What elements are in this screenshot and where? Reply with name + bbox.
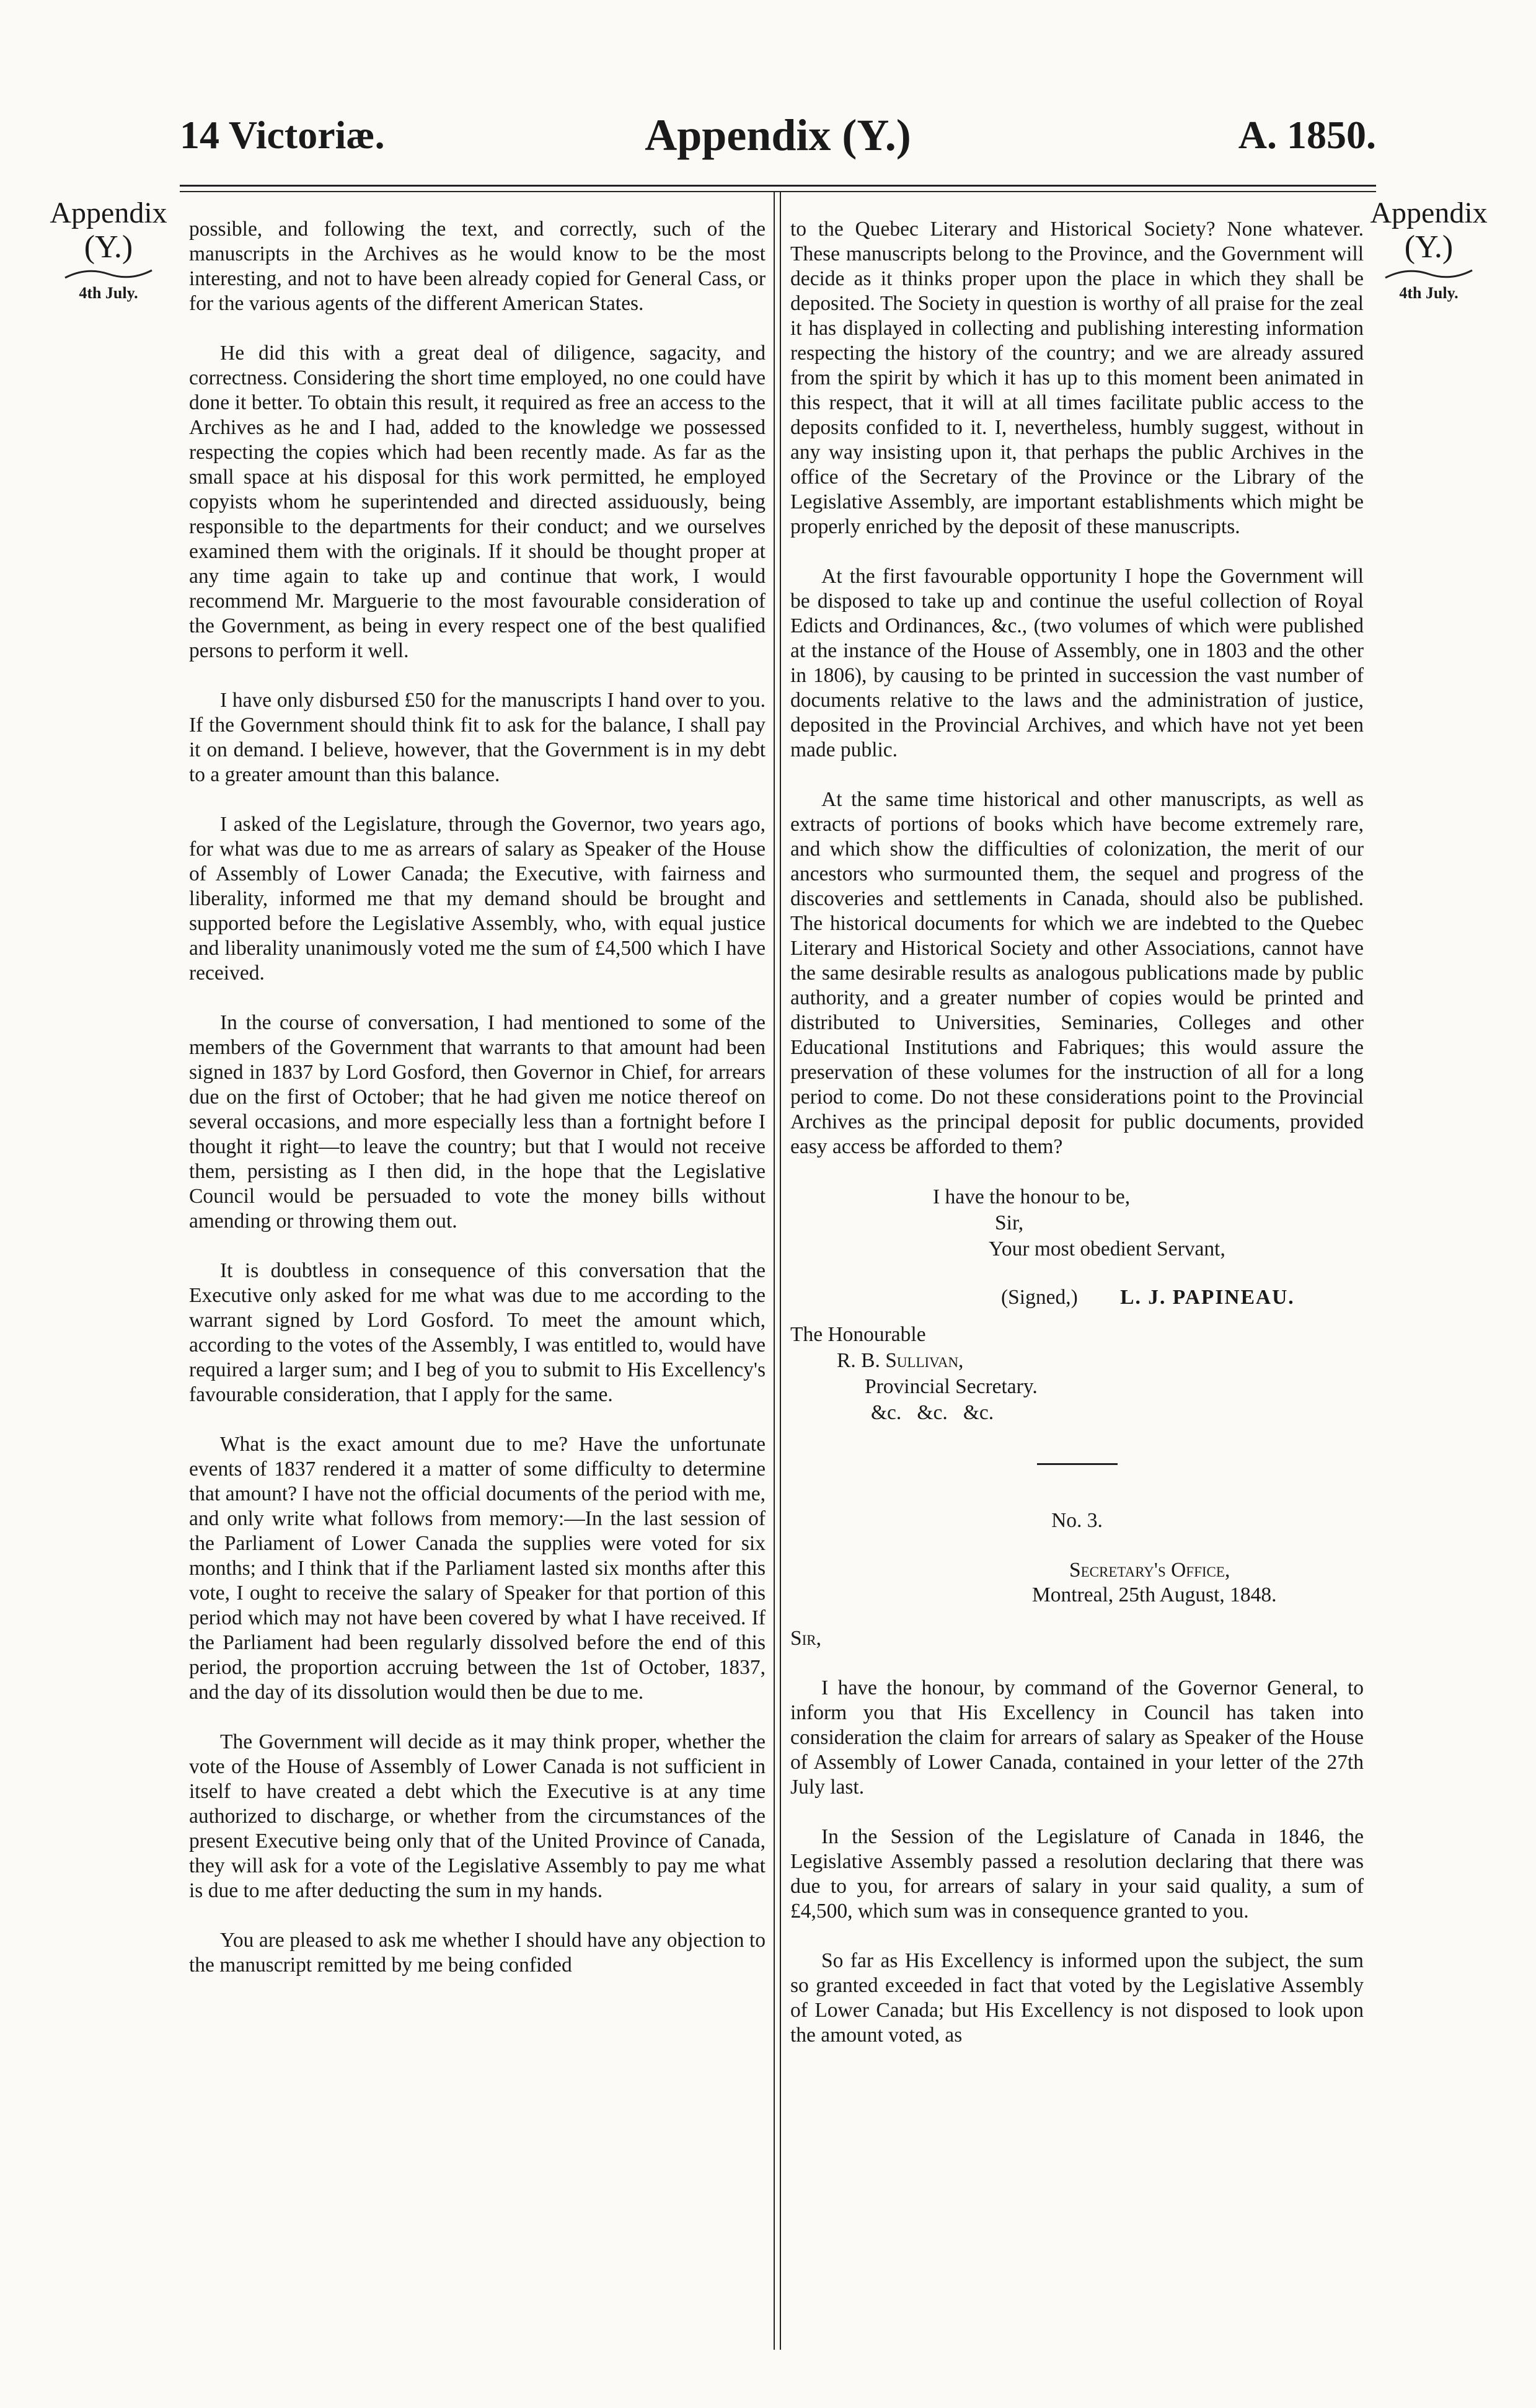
paragraph: possible, and following the text, and correctly, such of the manuscripts in the Archives as he would know to be the most interesting, and not to have been already copied for General Cass, or for the various agents of the different American States. [189,218,766,315]
paragraph: So far as His Excellency is informed upon the subject, the sum so granted exceeded in fact that voted by the Legislative Assembly of Lower Canada; but His Excellency is not disposed to look upon the amount voted, as [790,1949,1364,2047]
paragraph: What is the exact amount due to me? Have the unfortunate events of 1837 rendered it a matter of some difficulty to determine that amount? I have not the official documents of the period with me, and only write what follows from memory:—In the last session of the Parliament of Lower Canada the supplies were voted for six months; and I think that if the Parliament lasted six months after this vote, I ought to receive the salary of Speaker for that portion of this period which may not have been covered by what I have received. If the Parliament had been regularly dissolved before the end of this period, the proportion accruing between the 1st of October, 1837, and the day of its dissolution would then be due to me. [189,1433,766,1704]
column-divider [780,192,781,2350]
header-rule-thin [180,191,1376,192]
session-label: 14 Victoriæ. [180,113,385,157]
paragraph: to the Quebec Literary and Historical Society? None whatever. These manuscripts belong to the Province, and the Government will decide as it thinks proper upon the place in which they shall be deposited. The Society in question is worthy of all praise for the zeal it has displayed in collecting and publishing interesting information respecting the history of the country; and we are already assured from the spirit by which it has up to this moment been animated in this respect, that it will at all times facilitate public access to the deposits confided to it. I, nevertheless, humbly suggest, without in any way insisting upon it, that perhaps the public Archives in the office of the Secretary of the Province or the Library of the Legislative Assembly, are important establishments which might be properly enriched by the deposit of these manuscripts. [790,218,1364,538]
margin-note-title: Appendix [50,197,167,229]
addressee-line: R. B. Sullivan, [837,1349,964,1372]
header-rule [180,185,1376,187]
place-date-line: Montreal, 25th August, 1848. [1032,1583,1277,1606]
paragraph: You are pleased to ask me whether I should have any objection to the manuscript remitted by me being confided [189,1929,766,1976]
paragraph: It is doubtless in consequence of this conversation that the Executive only asked for me what was due to me according to the warrant signed by Lord Gosford. To meet the amount which, according to the votes of the Assembly, I was entitled to, would have required a larger sum; and I beg of you to submit to His Excellency's favourable consideration, that I apply for the same. [189,1259,766,1406]
letter-number: No. 3. [1051,1509,1103,1532]
margin-note-left [43,197,174,303]
closing-line: Sir, [995,1211,1024,1234]
paragraph: I have only disbursed £50 for the manuscripts I hand over to you. If the Government should think fit to ask for the balance, I shall pay it on demand. I believe, however, that the Government is in my debt to a greater amount than this balance. [189,689,766,786]
column-divider [774,192,775,2350]
margin-note-date: 4th July. [1399,284,1459,302]
appendix-title: Appendix (Y.) [645,110,911,160]
section-rule [1037,1463,1118,1465]
addressee-line: Provincial Secretary. [865,1375,1038,1398]
paragraph: I asked of the Legislature, through the Governor, two years ago, for what was due to me as arrears of salary as Speaker of the House of Assembly of Lower Canada; the Executive, with fairness and liberality, informed me that my demand should be brought and supported before the Legislative Assembly, who, with equal justice and liberality unanimously voted me the sum of £4,500 which I have received. [189,813,766,985]
right-column [790,217,1364,2073]
page-header [180,110,1376,166]
flourish-icon [62,265,155,283]
signed-label: (Signed,) [1001,1286,1078,1309]
paragraph: The Government will decide as it may think proper, whether the vote of the House of Assembly of Lower Canada is not sufficient in itself to have created a debt which the Executive is at any time authorized to discharge, or whether from the circumstances of the present Executive being only that of the United Province of Canada, they will ask for a vote of the Legislative Assembly to pay me what is due to me after deducting the sum in my hands. [189,1730,766,1902]
addressee-line: &c. &c. &c. [871,1401,994,1424]
margin-note-date: 4th July. [79,284,138,302]
addressee-block [790,1322,1364,1426]
signatory-name: L. J. PAPINEAU. [1120,1286,1295,1309]
paragraph: In the course of conversation, I had mentioned to some of the members of the Government that warrants to that amount had been signed in 1837 by Lord Gosford, then Governor in Chief, for arrears due on the first of October; that he had given me notice thereof on several occasions, and more especially less than a fortnight before I thought it right—to leave the country; but that I would not receive them, persisting as I then did, in the hope that the Legislative Council would be persuaded to vote the money bills without amending or throwing them out. [189,1011,766,1233]
year-label: A. 1850. [1238,113,1376,157]
salutation: Sir, [790,1627,822,1650]
signature-line [1001,1285,1364,1311]
left-column [189,217,766,2003]
flourish-icon [1382,265,1475,283]
letter-closing [790,1184,1364,1311]
paragraph: At the first favourable opportunity I hope the Government will be disposed to take up and continue the useful collection of Royal Edicts and Ordinances, &c., (two volumes of which were published at the instance of the House of Assembly, one in 1803 and the other in 1806), by causing to be printed in succession the vast number of documents relative to the laws and the administration of justice, deposited in the Provincial Archives, and which have not yet been made public. [790,565,1364,761]
closing-line: I have the honour to be, [933,1185,1131,1208]
paragraph: At the same time historical and other manuscripts, as well as extracts of portions of books which have become extremely rare, and which show the difficulties of colonization, the merit of our ancestors who surmounted them, the sequel and progress of the discoveries and settlements in Canada, should also be published. The historical documents for which we are indebted to the Quebec Literary and Historical Society and other Associations, cannot have the same desirable results as analogous publications made by public authority, and a greater number of copies would be printed and distributed to Universities, Seminaries, Colleges and other Educational Institutions and Fabriques; this would assure the preservation of these volumes for the instruction of all for a long period to come. Do not these considerations point to the Provincial Archives as the principal deposit for public documents, provided easy access be afforded to them? [790,788,1364,1158]
closing-line: Your most obedient Servant, [989,1237,1225,1260]
office-line: Secretary's Office, [1069,1559,1230,1582]
margin-note-right [1364,197,1494,303]
paragraph: In the Session of the Legislature of Canada in 1846, the Legislative Assembly passed a resolution declaring that there was due to you, for arrears of salary in your said quality, a sum of £4,500, which sum was in consequence granted to you. [790,1825,1364,1923]
paragraph: I have the honour, by command of the Governor General, to inform you that His Excellency in Council has taken into consideration the claim for arrears of salary as Speaker of the House of Assembly of Lower Canada, contained in your letter of the 27th July last. [790,1676,1364,1799]
addressee-line: The Honourable [790,1323,926,1346]
margin-note-letter: (Y.) [1404,229,1454,265]
margin-note-title: Appendix [1370,197,1488,229]
margin-note-letter: (Y.) [84,229,133,265]
paragraph: He did this with a great deal of diligence, sagacity, and correctness. Considering the short time employed, no one could have done it better. To obtain this result, it required as free an access to the Archives as he and I had, added to the knowledge we possessed respecting the copies which had been recently made. As far as the small space at his disposal for this work permitted, he employed copyists whom he superintended and directed assiduously, being responsible to the departments for their conduct; and we ourselves examined them with the originals. If it should be thought proper at any time again to take up and continue that work, I would recommend Mr. Marguerie to the most favourable consideration of the Government, as being in every respect one of the best qualified persons to perform it well. [189,342,766,662]
